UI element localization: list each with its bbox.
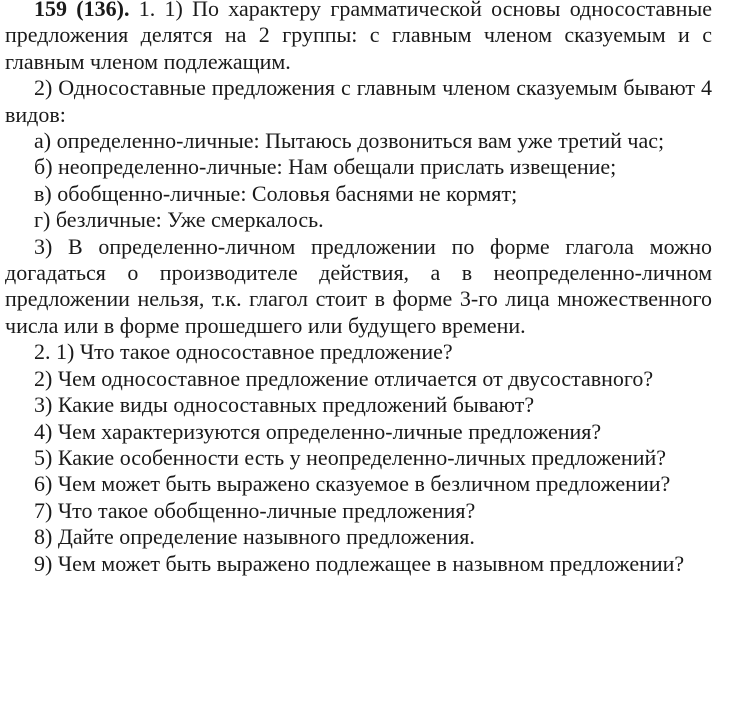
question-8: 8) Дайте определение назывного предложения.	[34, 524, 475, 550]
answer-2: 2) Односоставные предложения с главным членом сказуемым бывают 4 видов:	[5, 75, 712, 127]
exercise-number: 159 (136).	[34, 0, 130, 21]
answer-2a: а) определенно-личные: Пытаюсь дозвониться вам уже третий час;	[34, 128, 665, 154]
question-5: 5) Какие особенности есть у неопределенно-личных предложений?	[34, 444, 667, 470]
intro-text: 1. 1) По характеру грамматической основы односоставные предложения делятся на 2 группы: с главным членом сказуемым и с главным членом подлежащим.	[5, 0, 713, 74]
question-2: 2) Чем односоставное предложение отличается от двусоставного?	[34, 365, 654, 391]
answer-2v: в) обобщенно-личные: Соловья баснями не кормят;	[34, 180, 518, 206]
question-6: 6) Чем может быть выражено сказуемое в безличном предложении?	[34, 471, 671, 497]
question-1: 2. 1) Что такое односоставное предложение?	[34, 339, 453, 365]
question-7: 7) Что такое обобщенно-личные предложения?	[34, 497, 476, 523]
answer-3: 3) В определенно-личном предложении по форме глагола можно догадаться о производителе действия, а в неопределенно-личном предложении нельзя, т.к. глагол стоит в форме 3-го лица множественного числа или в форме прошедшего или будущего времени.	[5, 233, 712, 338]
question-3: 3) Какие виды односоставных предложений бывают?	[34, 392, 535, 418]
answer-2g: г) безличные: Уже смеркалось.	[34, 207, 324, 233]
exercise-intro	[5, 0, 712, 75]
question-4: 4) Чем характеризуются определенно-личные предложения?	[34, 418, 602, 444]
question-9: 9) Чем может быть выражено подлежащее в назывном предложении?	[34, 550, 685, 576]
answer-2b: б) неопределенно-личные: Нам обещали прислать извещение;	[34, 154, 617, 180]
